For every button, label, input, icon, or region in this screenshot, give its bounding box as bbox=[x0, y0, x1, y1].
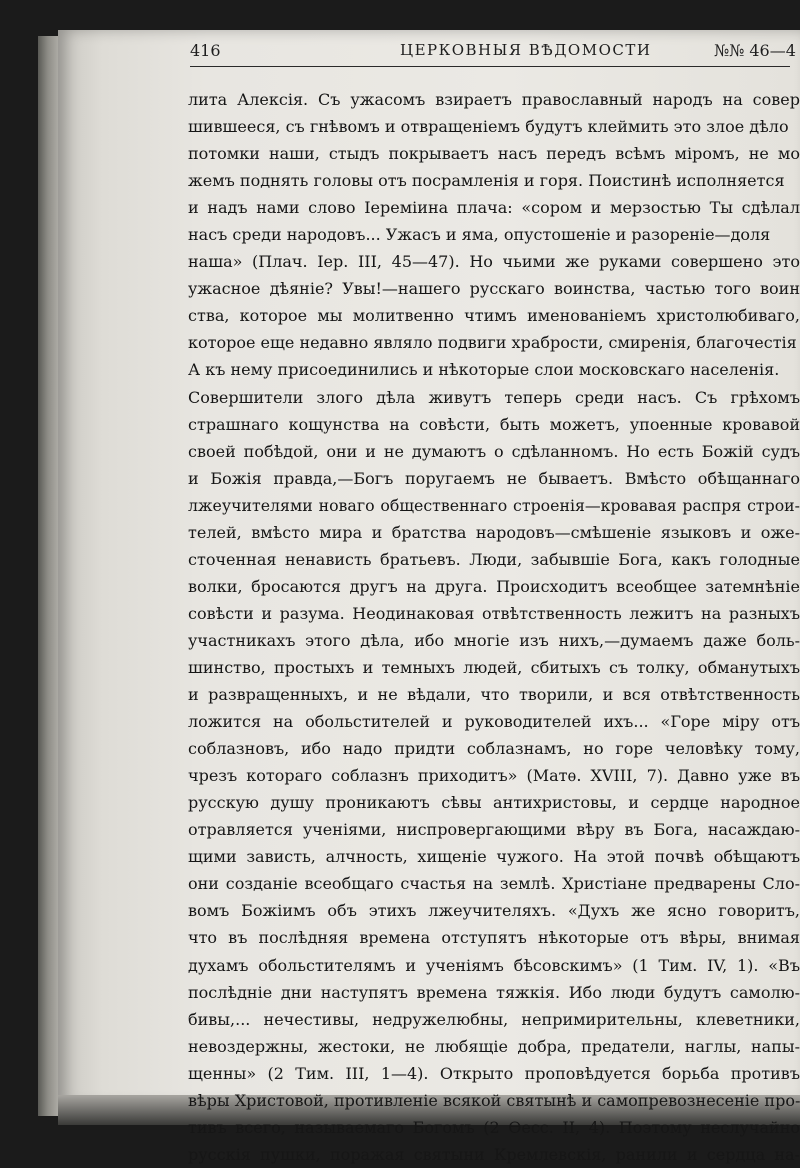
text-line: отравляется ученіями, ниспровергающими вѣру въ Бога, насаждаю- bbox=[188, 820, 800, 840]
text-line: тивъ всего, называемаго Богомъ (2 Ѳесс. II, 4). Поэтому неслучайно bbox=[188, 1117, 800, 1137]
text-line: духамъ обольстителямъ и ученіямъ бѣсовскимъ» (1 Тим. IV, 1). «Въ bbox=[188, 955, 800, 975]
text-line: шинство, простыхъ и темныхъ людей, сбитыхъ съ толку, обманутыхъ bbox=[188, 657, 800, 677]
text-line: ужасное дѣяніе? Увы!—нашего русскаго воинства, частью того воин bbox=[188, 279, 800, 299]
text-line: Совершители злого дѣла живутъ теперь среди насъ. Съ грѣхомъ bbox=[188, 387, 800, 407]
text-line: что въ послѣдняя времена отступятъ нѣкоторые отъ вѣры, внимая bbox=[188, 928, 800, 948]
text-line: участникахъ этого дѣла, ибо многіе изъ нихъ,—думаемъ даже боль- bbox=[188, 630, 800, 650]
text-line: телей, вмѣсто мира и братства народовъ—смѣшеніе языковъ и оже- bbox=[188, 522, 800, 542]
text-line: которое еще недавно являло подвиги храбрости, смиренія, благочестія bbox=[188, 333, 797, 353]
text-line: шившееся, съ гнѣвомъ и отвращеніемъ будутъ клеймить это злое дѣло bbox=[188, 117, 789, 137]
text-line: потомки наши, стыдъ покрываетъ насъ передъ всѣмъ міромъ, не мо bbox=[188, 144, 800, 164]
body-text bbox=[188, 86, 800, 1168]
text-line: послѣдніе дни наступятъ времена тяжкія. Ибо люди будутъ самолю- bbox=[188, 982, 800, 1002]
text-line: лита Алексія. Съ ужасомъ взираетъ православный народъ на совер bbox=[188, 90, 800, 109]
text-line: соблазновъ, ибо надо придти соблазнамъ, но горе человѣку тому, bbox=[188, 739, 800, 759]
page-number: 416 bbox=[190, 41, 221, 60]
running-title: ЦЕРКОВНЫЯ ВѢДОМОСТИ bbox=[400, 41, 652, 59]
text-line: лжеучителями новаго общественнаго строенія—кровавая распря строи- bbox=[188, 495, 800, 515]
text-line: бивы,... нечестивы, недружелюбны, непримирительны, клеветники, bbox=[188, 1009, 800, 1029]
text-line: совѣсти и разума. Неодинаковая отвѣтственность лежитъ на разныхъ bbox=[188, 603, 800, 623]
text-line: страшнаго кощунства на совѣсти, быть можетъ, упоенные кровавой bbox=[188, 414, 800, 434]
text-line: и надъ нами слово Іереміина плача: «сором и мерзостью Ты сдѣлал bbox=[188, 198, 800, 218]
text-line: и Божія правда,—Богъ поругаемъ не бываетъ. Вмѣсто обѣщаннаго bbox=[188, 468, 800, 488]
header-rule bbox=[190, 66, 790, 67]
text-line: ства, которое мы молитвенно чтимъ именованіемъ христолюбиваго, bbox=[188, 306, 800, 326]
issue-number: №№ 46—4 bbox=[714, 41, 796, 60]
text-line: щенны» (2 Тим. III, 1—4). Открыто проповѣдуется борьба противъ bbox=[188, 1063, 800, 1083]
text-line: вѣры Христовой, противленіе всякой святынѣ и самопревознесеніе про- bbox=[188, 1090, 800, 1110]
text-line: наша» (Плач. Іер. III, 45—47). Но чьими же руками совершено это bbox=[188, 252, 800, 272]
text-line: ложится на обольстителей и руководителей ихъ... «Горе міру отъ bbox=[188, 712, 800, 732]
text-line: волки, бросаются другъ на друга. Происходитъ всеобщее затемнѣніе bbox=[188, 576, 800, 596]
text-line: они созданіе всеобщаго счастья на землѣ. Христіане предварены Сло- bbox=[188, 874, 800, 894]
text-line: невоздержны, жестоки, не любящіе добра, предатели, наглы, напы- bbox=[188, 1036, 800, 1056]
text-line: своей побѣдой, они и не думаютъ о сдѣланномъ. Но есть Божій судъ bbox=[188, 441, 800, 461]
text-line: жемъ поднять головы отъ посрамленія и горя. Поистинѣ исполняется bbox=[188, 171, 785, 191]
text-line: чрезъ котораго соблазнъ приходитъ» (Матѳ. XVIII, 7). Давно уже въ bbox=[188, 766, 800, 786]
text-line: насъ среди народовъ... Ужасъ и яма, опустошеніе и разореніе—доля bbox=[188, 225, 771, 245]
text-line: А къ нему присоединились и нѣкоторые слои московскаго населенія. bbox=[188, 360, 780, 380]
text-line: и развращенныхъ, и не вѣдали, что творили, и вся отвѣтственность bbox=[188, 685, 800, 705]
text-line: вомъ Божіимъ объ этихъ лжеучителяхъ. «Духъ же ясно говоритъ, bbox=[188, 901, 800, 921]
text-line: сточенная ненависть братьевъ. Люди, забывшіе Бога, какъ голодные bbox=[188, 549, 800, 569]
running-header bbox=[190, 41, 800, 67]
text-line: русскую душу проникаютъ сѣвы антихристовы, и сердце народное bbox=[188, 793, 800, 813]
text-line: русскія пушки, поражая святыни Кремлевскія, ранили и сердца на- bbox=[188, 1144, 800, 1164]
text-line: щими зависть, алчность, хищеніе чужого. На этой почвѣ обѣщаютъ bbox=[188, 847, 800, 867]
